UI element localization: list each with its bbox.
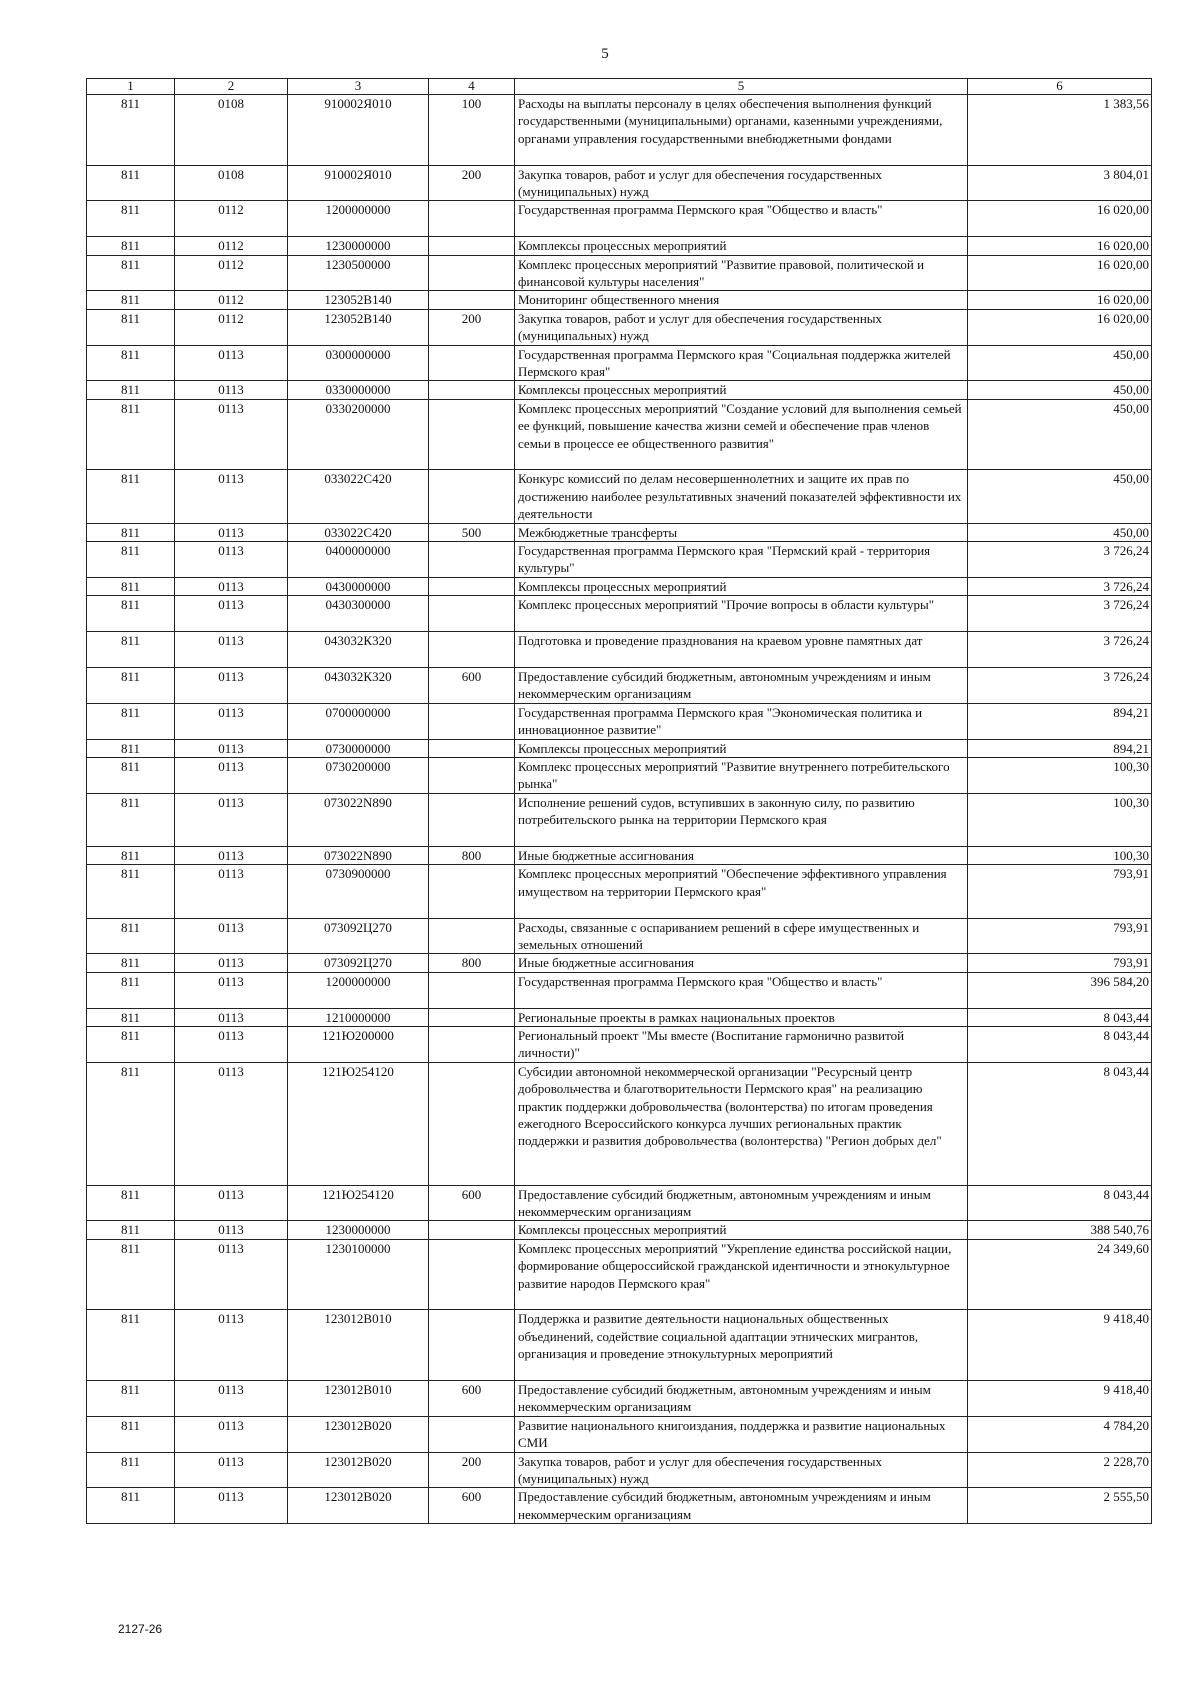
budget-table (86, 78, 1152, 1524)
cell-amount: 450,00 (968, 345, 1152, 381)
cell-expense-type: 600 (429, 667, 515, 703)
cell-section-code: 0113 (175, 667, 288, 703)
table-row (87, 381, 1152, 399)
cell-amount: 450,00 (968, 381, 1152, 399)
table-row (87, 739, 1152, 757)
cell-ministry-code: 811 (87, 1488, 175, 1524)
table-row (87, 1239, 1152, 1310)
cell-ministry-code: 811 (87, 972, 175, 1008)
cell-description: Субсидии автономной некоммерческой организации "Ресурсный центр добровольчества и благотворительности Пермского края" на реализацию практик поддержки добровольчества (волонтерства) по итогам проведения ежегодного Всероссийского конкурса лучших региональных практик поддержки и развития добровольчества (волонтерства) "Регион добрых дел" (515, 1062, 968, 1185)
cell-target-article: 121Ю200000 (288, 1026, 429, 1062)
page-number: 5 (601, 46, 609, 62)
cell-expense-type (429, 793, 515, 846)
cell-target-article: 121Ю254120 (288, 1062, 429, 1185)
cell-expense-type (429, 972, 515, 1008)
cell-expense-type (429, 1310, 515, 1381)
cell-description: Государственная программа Пермского края "Общество и власть" (515, 201, 968, 237)
table-row (87, 865, 1152, 918)
cell-ministry-code: 811 (87, 1062, 175, 1185)
cell-description: Предоставление субсидий бюджетным, автономным учреждениям и иным некоммерческим организациям (515, 1488, 968, 1524)
cell-section-code: 0113 (175, 1488, 288, 1524)
cell-expense-type (429, 918, 515, 954)
cell-ministry-code: 811 (87, 739, 175, 757)
cell-ministry-code: 811 (87, 1008, 175, 1026)
cell-description: Расходы на выплаты персоналу в целях обеспечения выполнения функций государственными (муниципальными) органами, казенными учреждениями, органами управления государственными внебюджетными фондами (515, 95, 968, 166)
table-row (87, 972, 1152, 1008)
cell-target-article: 033022С420 (288, 523, 429, 541)
cell-description: Конкурс комиссий по делам несовершеннолетних и защите их прав по достижению наиболее результативных значений показателей эффективности их деятельности (515, 470, 968, 523)
cell-description: Региональный проект "Мы вместе (Воспитание гармонично развитой личности)" (515, 1026, 968, 1062)
cell-target-article: 1230500000 (288, 255, 429, 291)
cell-section-code: 0113 (175, 470, 288, 523)
cell-description: Комплексы процессных мероприятий (515, 381, 968, 399)
cell-section-code: 0112 (175, 237, 288, 255)
cell-section-code: 0112 (175, 309, 288, 345)
table-row (87, 201, 1152, 237)
table-row (87, 1452, 1152, 1488)
cell-target-article: 033022С420 (288, 470, 429, 523)
cell-section-code: 0113 (175, 577, 288, 595)
cell-ministry-code: 811 (87, 255, 175, 291)
cell-target-article: 0730000000 (288, 739, 429, 757)
cell-description: Поддержка и развитие деятельности национальных общественных объединений, содействие социальной адаптации этнических мигрантов, организация и проведение этнокультурных мероприятий (515, 1310, 968, 1381)
cell-description: Региональные проекты в рамках национальных проектов (515, 1008, 968, 1026)
cell-section-code: 0113 (175, 1452, 288, 1488)
cell-expense-type (429, 1008, 515, 1026)
cell-amount: 2 555,50 (968, 1488, 1152, 1524)
cell-expense-type (429, 237, 515, 255)
cell-ministry-code: 811 (87, 632, 175, 668)
cell-description: Предоставление субсидий бюджетным, автономным учреждениям и иным некоммерческим организациям (515, 1380, 968, 1416)
column-header-6: 6 (968, 79, 1152, 95)
table-row (87, 793, 1152, 846)
cell-amount: 8 043,44 (968, 1185, 1152, 1221)
cell-target-article: 0300000000 (288, 345, 429, 381)
cell-expense-type (429, 1062, 515, 1185)
cell-ministry-code: 811 (87, 793, 175, 846)
cell-section-code: 0113 (175, 1416, 288, 1452)
cell-target-article: 073092Ц270 (288, 954, 429, 972)
cell-ministry-code: 811 (87, 865, 175, 918)
cell-target-article: 1230100000 (288, 1239, 429, 1310)
cell-ministry-code: 811 (87, 1452, 175, 1488)
cell-target-article: 0400000000 (288, 542, 429, 578)
table-row (87, 165, 1152, 201)
column-header-3: 3 (288, 79, 429, 95)
cell-amount: 2 228,70 (968, 1452, 1152, 1488)
cell-expense-type: 200 (429, 309, 515, 345)
cell-expense-type (429, 1416, 515, 1452)
table-row (87, 918, 1152, 954)
cell-target-article: 043032К320 (288, 632, 429, 668)
table-header (87, 79, 1152, 95)
cell-section-code: 0113 (175, 918, 288, 954)
cell-section-code: 0113 (175, 542, 288, 578)
cell-section-code: 0108 (175, 95, 288, 166)
cell-section-code: 0112 (175, 255, 288, 291)
cell-description: Предоставление субсидий бюджетным, автономным учреждениям и иным некоммерческим организациям (515, 667, 968, 703)
cell-ministry-code: 811 (87, 1310, 175, 1381)
cell-description: Закупка товаров, работ и услуг для обеспечения государственных (муниципальных) нужд (515, 165, 968, 201)
cell-amount: 894,21 (968, 739, 1152, 757)
cell-amount: 100,30 (968, 846, 1152, 864)
cell-target-article: 0700000000 (288, 703, 429, 739)
cell-amount: 8 043,44 (968, 1026, 1152, 1062)
cell-description: Государственная программа Пермского края "Пермский край - территория культуры" (515, 542, 968, 578)
cell-expense-type (429, 739, 515, 757)
cell-description: Развитие национального книгоиздания, поддержка и развитие национальных СМИ (515, 1416, 968, 1452)
cell-amount: 4 784,20 (968, 1416, 1152, 1452)
cell-target-article: 121Ю254120 (288, 1185, 429, 1221)
cell-ministry-code: 811 (87, 596, 175, 632)
cell-section-code: 0113 (175, 381, 288, 399)
cell-ministry-code: 811 (87, 1221, 175, 1239)
cell-section-code: 0113 (175, 972, 288, 1008)
cell-section-code: 0113 (175, 399, 288, 470)
table-row (87, 1416, 1152, 1452)
cell-target-article: 123012В010 (288, 1380, 429, 1416)
cell-amount: 3 726,24 (968, 542, 1152, 578)
cell-description: Подготовка и проведение празднования на краевом уровне памятных дат (515, 632, 968, 668)
table-row (87, 632, 1152, 668)
cell-ministry-code: 811 (87, 399, 175, 470)
cell-section-code: 0112 (175, 201, 288, 237)
table-row (87, 542, 1152, 578)
cell-description: Предоставление субсидий бюджетным, автономным учреждениям и иным некоммерческим организациям (515, 1185, 968, 1221)
cell-expense-type (429, 1239, 515, 1310)
table-body (87, 95, 1152, 1524)
cell-target-article: 073022N890 (288, 846, 429, 864)
cell-section-code: 0113 (175, 1185, 288, 1221)
cell-expense-type (429, 1026, 515, 1062)
cell-amount: 793,91 (968, 918, 1152, 954)
cell-ministry-code: 811 (87, 542, 175, 578)
cell-target-article: 123012В020 (288, 1488, 429, 1524)
cell-description: Мониторинг общественного мнения (515, 291, 968, 309)
table-row (87, 1488, 1152, 1524)
table-row (87, 345, 1152, 381)
cell-amount: 450,00 (968, 470, 1152, 523)
cell-description: Закупка товаров, работ и услуг для обеспечения государственных (муниципальных) нужд (515, 309, 968, 345)
cell-expense-type (429, 577, 515, 595)
cell-amount: 450,00 (968, 399, 1152, 470)
table-row (87, 757, 1152, 793)
table-row (87, 1380, 1152, 1416)
cell-expense-type: 600 (429, 1185, 515, 1221)
cell-expense-type: 800 (429, 846, 515, 864)
cell-ministry-code: 811 (87, 95, 175, 166)
cell-expense-type (429, 757, 515, 793)
cell-expense-type (429, 632, 515, 668)
cell-expense-type (429, 703, 515, 739)
cell-target-article: 1200000000 (288, 972, 429, 1008)
cell-section-code: 0113 (175, 1221, 288, 1239)
cell-target-article: 0430000000 (288, 577, 429, 595)
table-row (87, 95, 1152, 166)
cell-section-code: 0113 (175, 793, 288, 846)
cell-ministry-code: 811 (87, 918, 175, 954)
cell-ministry-code: 811 (87, 309, 175, 345)
table-row (87, 703, 1152, 739)
column-header-2: 2 (175, 79, 288, 95)
cell-target-article: 1230000000 (288, 237, 429, 255)
cell-target-article: 073022N890 (288, 793, 429, 846)
cell-target-article: 123012В020 (288, 1416, 429, 1452)
cell-target-article: 1200000000 (288, 201, 429, 237)
cell-amount: 396 584,20 (968, 972, 1152, 1008)
cell-expense-type: 200 (429, 165, 515, 201)
table-row (87, 1310, 1152, 1381)
table-row (87, 255, 1152, 291)
table-row (87, 577, 1152, 595)
cell-section-code: 0113 (175, 1062, 288, 1185)
cell-ministry-code: 811 (87, 577, 175, 595)
cell-ministry-code: 811 (87, 667, 175, 703)
table-row (87, 596, 1152, 632)
cell-ministry-code: 811 (87, 237, 175, 255)
cell-ministry-code: 811 (87, 1416, 175, 1452)
cell-description: Государственная программа Пермского края "Экономическая политика и инновационное развитие" (515, 703, 968, 739)
cell-section-code: 0113 (175, 1310, 288, 1381)
cell-target-article: 073092Ц270 (288, 918, 429, 954)
cell-section-code: 0113 (175, 1380, 288, 1416)
cell-ministry-code: 811 (87, 165, 175, 201)
cell-amount: 894,21 (968, 703, 1152, 739)
cell-target-article: 0330200000 (288, 399, 429, 470)
cell-description: Комплексы процессных мероприятий (515, 739, 968, 757)
cell-description: Комплексы процессных мероприятий (515, 577, 968, 595)
cell-amount: 9 418,40 (968, 1380, 1152, 1416)
cell-target-article: 123012В010 (288, 1310, 429, 1381)
cell-description: Закупка товаров, работ и услуг для обеспечения государственных (муниципальных) нужд (515, 1452, 968, 1488)
cell-description: Комплекс процессных мероприятий "Прочие вопросы в области культуры" (515, 596, 968, 632)
table-row (87, 309, 1152, 345)
cell-section-code: 0108 (175, 165, 288, 201)
table-row (87, 237, 1152, 255)
cell-amount: 16 020,00 (968, 291, 1152, 309)
cell-description: Расходы, связанные с оспариванием решений в сфере имущественных и земельных отношений (515, 918, 968, 954)
cell-expense-type (429, 542, 515, 578)
cell-description: Комплекс процессных мероприятий "Развитие правовой, политической и финансовой культуры населения" (515, 255, 968, 291)
cell-section-code: 0113 (175, 345, 288, 381)
cell-target-article: 0430300000 (288, 596, 429, 632)
column-header-4: 4 (429, 79, 515, 95)
cell-amount: 3 726,24 (968, 577, 1152, 595)
cell-description: Межбюджетные трансферты (515, 523, 968, 541)
cell-ministry-code: 811 (87, 954, 175, 972)
cell-ministry-code: 811 (87, 1185, 175, 1221)
table-row (87, 1062, 1152, 1185)
cell-ministry-code: 811 (87, 523, 175, 541)
cell-description: Комплекс процессных мероприятий "Обеспечение эффективного управления имуществом на территории Пермского края" (515, 865, 968, 918)
cell-target-article: 123052В140 (288, 291, 429, 309)
cell-expense-type (429, 399, 515, 470)
table-row (87, 399, 1152, 470)
cell-amount: 9 418,40 (968, 1310, 1152, 1381)
cell-section-code: 0113 (175, 703, 288, 739)
cell-ministry-code: 811 (87, 470, 175, 523)
table-row (87, 1185, 1152, 1221)
cell-target-article: 1230000000 (288, 1221, 429, 1239)
cell-target-article: 910002Я010 (288, 165, 429, 201)
cell-expense-type (429, 596, 515, 632)
cell-amount: 388 540,76 (968, 1221, 1152, 1239)
cell-description: Иные бюджетные ассигнования (515, 846, 968, 864)
cell-target-article: 123012В020 (288, 1452, 429, 1488)
cell-expense-type: 800 (429, 954, 515, 972)
cell-expense-type: 100 (429, 95, 515, 166)
cell-target-article: 910002Я010 (288, 95, 429, 166)
cell-ministry-code: 811 (87, 381, 175, 399)
table-row (87, 291, 1152, 309)
cell-section-code: 0113 (175, 596, 288, 632)
cell-section-code: 0113 (175, 865, 288, 918)
cell-amount: 793,91 (968, 865, 1152, 918)
cell-section-code: 0113 (175, 846, 288, 864)
cell-description: Государственная программа Пермского края "Социальная поддержка жителей Пермского края" (515, 345, 968, 381)
cell-expense-type (429, 291, 515, 309)
cell-description: Комплекс процессных мероприятий "Развитие внутреннего потребительского рынка" (515, 757, 968, 793)
cell-target-article: 043032К320 (288, 667, 429, 703)
cell-target-article: 0730200000 (288, 757, 429, 793)
cell-expense-type (429, 865, 515, 918)
cell-amount: 1 383,56 (968, 95, 1152, 166)
column-header-1: 1 (87, 79, 175, 95)
cell-amount: 16 020,00 (968, 237, 1152, 255)
cell-section-code: 0113 (175, 739, 288, 757)
cell-amount: 16 020,00 (968, 201, 1152, 237)
cell-amount: 16 020,00 (968, 309, 1152, 345)
cell-amount: 793,91 (968, 954, 1152, 972)
cell-ministry-code: 811 (87, 291, 175, 309)
cell-section-code: 0113 (175, 954, 288, 972)
table-row (87, 470, 1152, 523)
cell-target-article: 1210000000 (288, 1008, 429, 1026)
cell-expense-type (429, 381, 515, 399)
table-row (87, 1008, 1152, 1026)
cell-amount: 8 043,44 (968, 1008, 1152, 1026)
cell-amount: 3 726,24 (968, 632, 1152, 668)
cell-expense-type (429, 1221, 515, 1239)
cell-description: Комплекс процессных мероприятий "Создание условий для выполнения семьей ее функций, повышение качества жизни семей и обеспечение прав членов семьи в процессе ее общественного развития" (515, 399, 968, 470)
cell-expense-type (429, 345, 515, 381)
cell-expense-type: 500 (429, 523, 515, 541)
cell-amount: 450,00 (968, 523, 1152, 541)
table-row (87, 1221, 1152, 1239)
column-header-5: 5 (515, 79, 968, 95)
cell-ministry-code: 811 (87, 703, 175, 739)
cell-amount: 3 804,01 (968, 165, 1152, 201)
cell-target-article: 123052В140 (288, 309, 429, 345)
cell-amount: 100,30 (968, 793, 1152, 846)
cell-ministry-code: 811 (87, 345, 175, 381)
cell-amount: 3 726,24 (968, 667, 1152, 703)
cell-ministry-code: 811 (87, 757, 175, 793)
cell-description: Исполнение решений судов, вступивших в законную силу, по развитию потребительского рынка на территории Пермского края (515, 793, 968, 846)
cell-section-code: 0113 (175, 1026, 288, 1062)
cell-section-code: 0113 (175, 632, 288, 668)
cell-description: Комплекс процессных мероприятий "Укрепление единства российской нации, формирование общероссийской гражданской идентичности и этнокультурное развитие народов Пермского края" (515, 1239, 968, 1310)
cell-amount: 3 726,24 (968, 596, 1152, 632)
cell-expense-type: 600 (429, 1488, 515, 1524)
table-row (87, 1026, 1152, 1062)
cell-description: Государственная программа Пермского края "Общество и власть" (515, 972, 968, 1008)
cell-ministry-code: 811 (87, 201, 175, 237)
cell-expense-type: 600 (429, 1380, 515, 1416)
cell-target-article: 0330000000 (288, 381, 429, 399)
cell-description: Комплексы процессных мероприятий (515, 1221, 968, 1239)
cell-description: Комплексы процессных мероприятий (515, 237, 968, 255)
cell-expense-type (429, 201, 515, 237)
cell-target-article: 0730900000 (288, 865, 429, 918)
cell-section-code: 0113 (175, 1008, 288, 1026)
table-row (87, 846, 1152, 864)
cell-expense-type (429, 470, 515, 523)
cell-ministry-code: 811 (87, 1026, 175, 1062)
table-row (87, 667, 1152, 703)
cell-section-code: 0113 (175, 1239, 288, 1310)
table-row (87, 523, 1152, 541)
cell-section-code: 0112 (175, 291, 288, 309)
cell-expense-type (429, 255, 515, 291)
cell-amount: 100,30 (968, 757, 1152, 793)
cell-expense-type: 200 (429, 1452, 515, 1488)
table-row (87, 954, 1152, 972)
document-code: 2127-26 (118, 1622, 163, 1636)
cell-amount: 24 349,60 (968, 1239, 1152, 1310)
cell-ministry-code: 811 (87, 846, 175, 864)
cell-ministry-code: 811 (87, 1239, 175, 1310)
cell-section-code: 0113 (175, 757, 288, 793)
cell-ministry-code: 811 (87, 1380, 175, 1416)
cell-amount: 16 020,00 (968, 255, 1152, 291)
cell-amount: 8 043,44 (968, 1062, 1152, 1185)
cell-section-code: 0113 (175, 523, 288, 541)
cell-description: Иные бюджетные ассигнования (515, 954, 968, 972)
